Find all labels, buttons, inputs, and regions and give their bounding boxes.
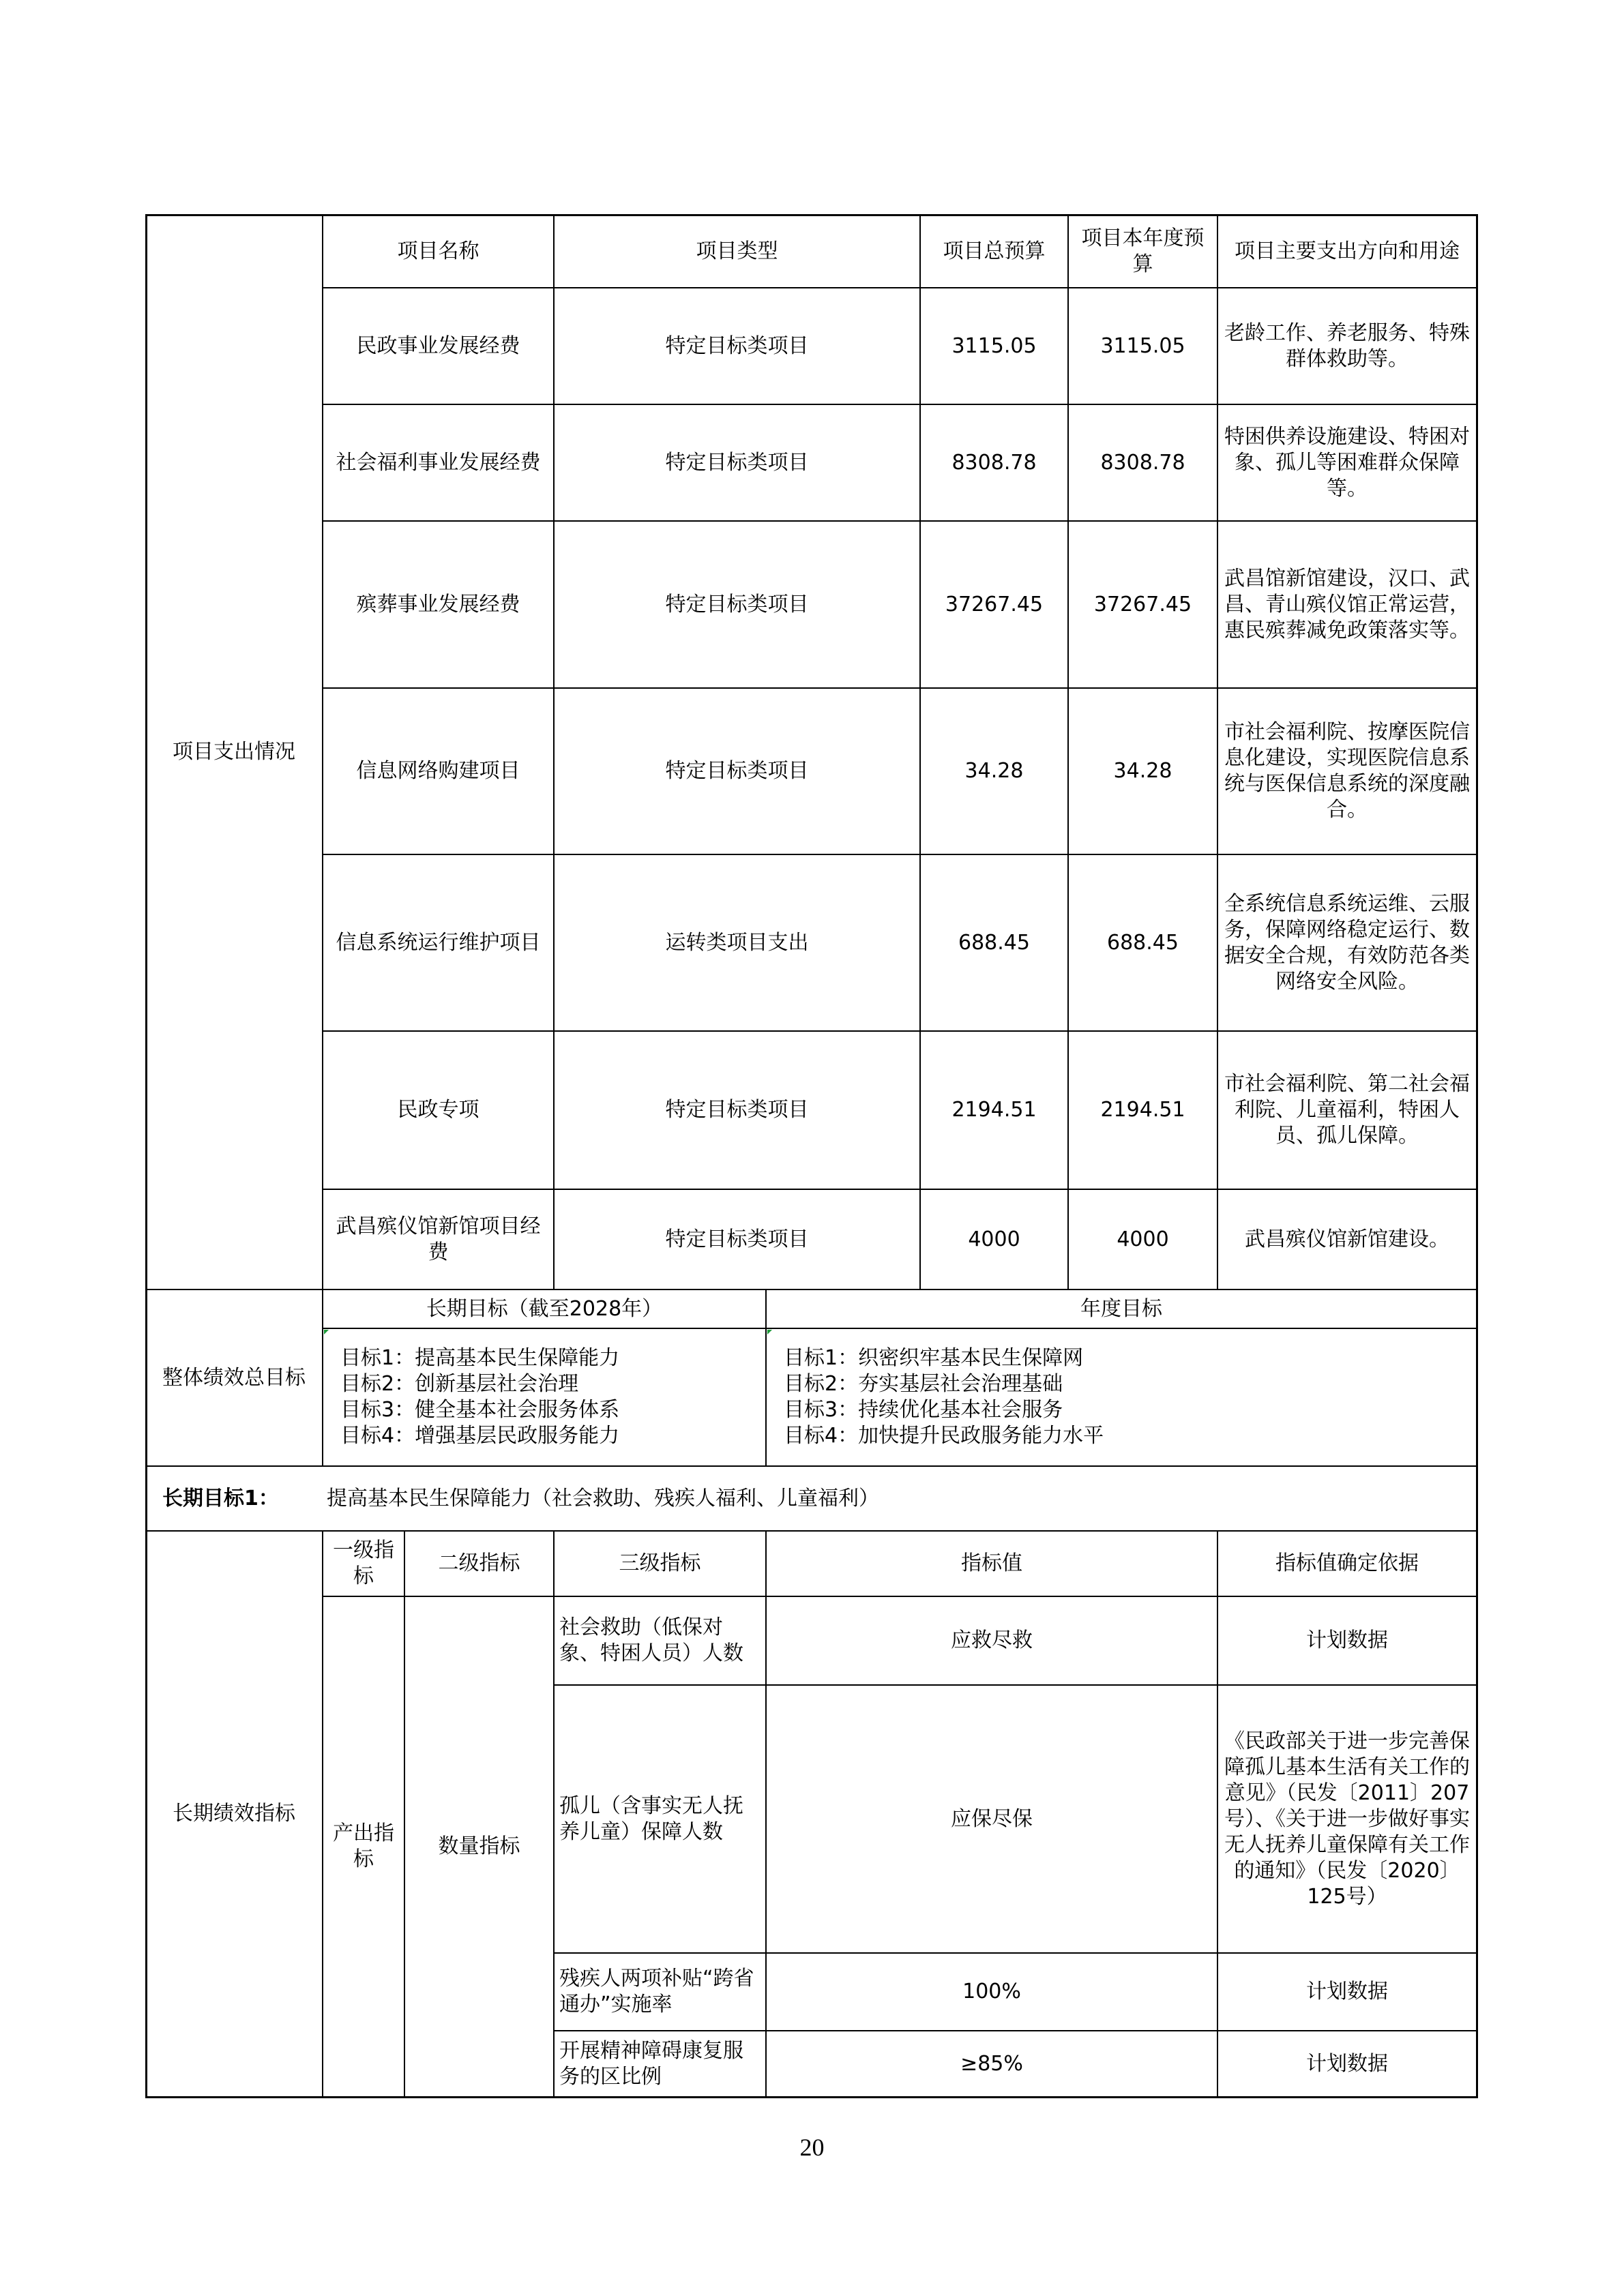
header-value: 指标值 (961, 1551, 1022, 1575)
long-goal-1-label: 长期目标1： (162, 1486, 279, 1510)
indicator-row-1-basis: 计划数据 (1306, 1628, 1388, 1652)
project-row-6-total: 2194.51 (951, 1098, 1037, 1122)
cell-marker-icon (767, 1330, 772, 1335)
indicator-row-4-level3: 开展精神障碍康复服务的区比例 (559, 2038, 743, 2089)
long-term-goal-1: 目标1：提高基本民生保障能力 (340, 1346, 620, 1370)
indicator-row-3-value: 100% (962, 1980, 1021, 2003)
annual-goals-header: 年度目标 (1080, 1296, 1162, 1321)
grid-line (1217, 214, 1218, 1289)
project-row-1-total: 3115.05 (951, 333, 1037, 358)
grid-line (145, 1465, 1477, 1467)
indicator-row-2-value: 应保尽保 (951, 1806, 1033, 1831)
grid-line (553, 1952, 1477, 1954)
project-row-7-type: 特定目标类项目 (665, 1227, 809, 1251)
project-row-1-purpose: 老龄工作、养老服务、特殊群体救助等。 (1224, 320, 1470, 371)
indicator-row-4-value: ≥85% (960, 2051, 1023, 2076)
project-row-3-purpose: 武昌馆新馆建设，汉口、武昌、青山殡仪馆正常运营，惠民殡葬减免政策落实等。 (1224, 566, 1470, 642)
annual-goal-1: 目标1：织密织牢基本民生保障网 (784, 1346, 1084, 1370)
indicator-row-3-level3: 残疾人两项补贴“跨省通办”实施率 (559, 1967, 754, 2016)
project-row-4-name: 信息网络购建项目 (356, 759, 520, 783)
grid-line (553, 1530, 555, 2097)
grid-line (322, 1189, 1477, 1190)
indicator-row-2-level3: 孤儿（含事实无人抚养儿童）保障人数 (559, 1793, 743, 1844)
grid-line (322, 214, 323, 1466)
project-row-5-name: 信息系统运行维护项目 (336, 930, 541, 955)
long-term-goal-3: 目标3：健全基本社会服务体系 (340, 1398, 620, 1422)
grid-line (765, 1289, 767, 1466)
header-level1: 一级指标 (333, 1538, 394, 1588)
annual-goal-3: 目标3：持续优化基本社会服务 (784, 1398, 1063, 1422)
project-row-3-annual: 37267.45 (1093, 592, 1192, 616)
project-row-2-total: 8308.78 (951, 450, 1037, 475)
goals-section-label: 整体绩效总目标 (162, 1365, 306, 1390)
project-row-6-type: 特定目标类项目 (665, 1098, 809, 1122)
grid-line (1217, 1530, 1218, 2097)
grid-line (919, 214, 921, 1289)
header-level2: 二级指标 (438, 1551, 520, 1575)
project-section-label: 项目支出情况 (173, 740, 295, 764)
indicator-row-1-level3: 社会救助（低保对象、特困人员）人数 (559, 1615, 743, 1665)
project-row-5-annual: 688.45 (1107, 930, 1179, 955)
grid-line (553, 214, 555, 1289)
long-goal-1-text: 提高基本民生保障能力（社会救助、残疾人福利、儿童福利） (327, 1486, 879, 1510)
header-basis: 指标值确定依据 (1275, 1551, 1419, 1575)
project-row-7-total: 4000 (968, 1227, 1020, 1251)
header-level3: 三级指标 (619, 1551, 701, 1575)
indicator-row-1-value: 应救尽救 (951, 1628, 1033, 1652)
grid-line (322, 1328, 1477, 1329)
project-row-6-purpose: 市社会福利院、第二社会福利院、儿童福利，特困人员、孤儿保障。 (1224, 1072, 1470, 1148)
grid-line (145, 1530, 1477, 1532)
project-row-6-annual: 2194.51 (1100, 1098, 1185, 1122)
indicator-row-2-basis: 《民政部关于进一步完善保障孤儿基本生活有关工作的意见》（民发〔2011〕207号）、《关于进一步做好事实无人抚养儿童保障有关工作的通知》（民发〔2020〕125号） (1224, 1729, 1470, 1909)
grid-line (145, 1289, 1477, 1290)
project-row-4-type: 特定目标类项目 (665, 759, 809, 783)
grid-line (322, 1596, 1477, 1597)
table-border-left (145, 214, 147, 2098)
annual-goal-4: 目标4：加快提升民政服务能力水平 (784, 1424, 1104, 1448)
grid-line (765, 1530, 767, 2097)
project-row-1-name: 民政事业发展经费 (356, 333, 520, 358)
project-row-2-type: 特定目标类项目 (665, 450, 809, 475)
long-term-goals-list (323, 1328, 766, 1466)
grid-line (322, 687, 1477, 689)
project-row-2-purpose: 特困供养设施建设、特困对象、孤儿等困难群众保障等。 (1224, 424, 1470, 501)
long-term-goals-header: 长期目标（截至2028年） (426, 1296, 663, 1321)
header-purpose: 项目主要支出方向和用途 (1235, 239, 1460, 263)
header-project-type: 项目类型 (696, 239, 778, 263)
project-row-4-annual: 34.28 (1113, 759, 1172, 783)
project-row-4-total: 34.28 (964, 759, 1024, 783)
project-row-6-name: 民政专项 (397, 1098, 479, 1122)
cell-marker-icon (324, 1330, 329, 1335)
header-annual-budget: 项目本年度预算 (1081, 226, 1205, 276)
project-row-5-total: 688.45 (958, 930, 1030, 955)
grid-line (322, 287, 1477, 288)
grid-line (553, 1684, 1477, 1686)
grid-line (322, 520, 1477, 522)
project-row-7-name: 武昌殡仪馆新馆项目经费 (336, 1214, 541, 1264)
grid-line (322, 1030, 1477, 1032)
level1-output-indicator: 产出指标 (333, 1821, 394, 1871)
grid-line (404, 1530, 405, 2097)
grid-line (322, 1531, 323, 2097)
project-row-1-type: 特定目标类项目 (665, 333, 809, 358)
long-term-goal-2: 目标2：创新基层社会治理 (340, 1372, 579, 1396)
grid-line (322, 404, 1477, 405)
table-border-right (1476, 214, 1478, 2098)
project-row-3-total: 37267.45 (945, 592, 1044, 616)
project-row-2-name: 社会福利事业发展经费 (336, 450, 541, 475)
header-project-name: 项目名称 (397, 239, 479, 263)
project-row-7-purpose: 武昌殡仪馆新馆建设。 (1245, 1227, 1449, 1251)
project-row-4-purpose: 市社会福利院、按摩医院信息化建设，实现医院信息系统与医保信息系统的深度融合。 (1224, 720, 1470, 822)
project-row-5-purpose: 全系统信息系统运维、云服务，保障网络稳定运行、数据安全合规，有效防范各类网络安全风险。 (1224, 891, 1470, 994)
project-row-2-annual: 8308.78 (1100, 450, 1185, 475)
indicator-row-3-basis: 计划数据 (1306, 1980, 1388, 2003)
table-border-top (145, 214, 1477, 216)
indicators-section-label: 长期绩效指标 (173, 1802, 295, 1825)
project-row-3-name: 殡葬事业发展经费 (356, 592, 520, 616)
project-row-7-annual: 4000 (1117, 1227, 1169, 1251)
grid-line (553, 2030, 1477, 2031)
header-total-budget: 项目总预算 (943, 239, 1046, 263)
page-number: 20 (799, 2134, 825, 2161)
project-row-3-type: 特定目标类项目 (665, 592, 809, 616)
table-border-bottom (145, 2096, 1477, 2098)
project-row-5-type: 运转类项目支出 (665, 930, 809, 955)
grid-line (322, 854, 1477, 855)
grid-line (1067, 214, 1069, 1289)
level2-quantity-indicator: 数量指标 (438, 1834, 520, 1858)
annual-goals-list (766, 1328, 1477, 1466)
long-term-goal-4: 目标4：增强基层民政服务能力 (340, 1424, 620, 1448)
indicator-row-4-basis: 计划数据 (1306, 2051, 1388, 2076)
annual-goal-2: 目标2：夯实基层社会治理基础 (784, 1372, 1063, 1396)
project-row-1-annual: 3115.05 (1100, 333, 1185, 358)
